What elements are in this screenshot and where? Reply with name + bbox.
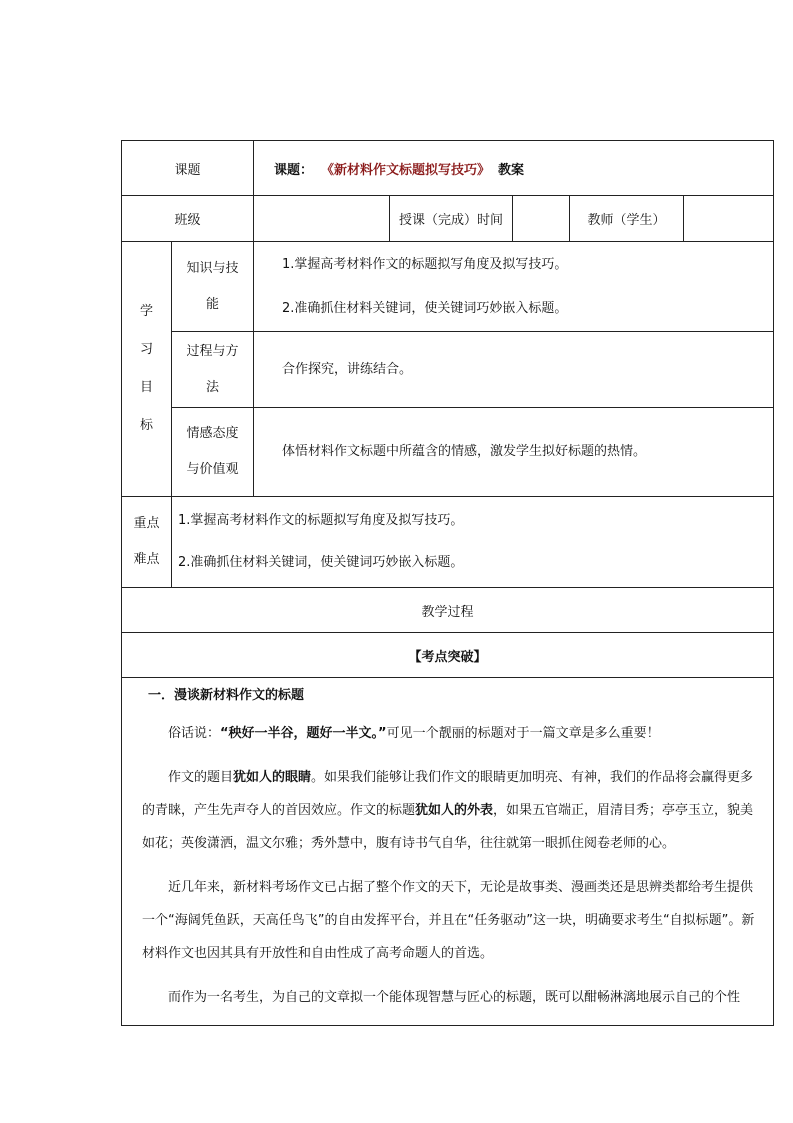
key-points-content bbox=[172, 497, 774, 588]
learning-goals-label bbox=[122, 242, 172, 497]
key-points-row bbox=[122, 497, 774, 588]
paragraph-2: 作文的题目犹如人的眼睛。如果我们能够让我们作文的眼睛更加明亮、有神，我们的作品将会赢得更多的青睐，产生先声夺人的首因效应。作文的标题犹如人的外表，如果五官端正，眉清目秀；亭亭玉立，貌美如花；英俊潇洒，温文尔雅；秀外慧中，腹有诗书气自华，往往就第一眼抓住阅卷老师的心。 bbox=[142, 770, 754, 851]
time-label: 授课（完成）时间 bbox=[390, 196, 513, 242]
knowledge-content bbox=[254, 242, 774, 332]
teacher-label: 教师（学生） bbox=[570, 196, 684, 242]
info-row bbox=[122, 196, 774, 242]
key-point-item: 1.掌握高考材料作文的标题拟写角度及拟写技巧。 bbox=[178, 513, 464, 528]
time-value bbox=[513, 196, 570, 242]
process-method-label: 过程与方 法 bbox=[172, 332, 254, 408]
goal-char: 习 bbox=[139, 342, 153, 357]
class-label: 班级 bbox=[122, 196, 254, 242]
lesson-title bbox=[254, 141, 774, 196]
title-row bbox=[122, 141, 774, 196]
topic-label: 课题 bbox=[122, 141, 254, 196]
goal-knowledge-row bbox=[122, 242, 774, 332]
class-value bbox=[254, 196, 390, 242]
breakthrough-heading: 【考点突破】 bbox=[122, 633, 774, 678]
goal-char: 标 bbox=[139, 418, 153, 433]
key-points-label: 重点 难点 bbox=[122, 497, 172, 588]
proverb-quote: “秧好一半谷，题好一半文。” bbox=[220, 726, 387, 741]
title-main: 《新材料作文标题拟写技巧》 bbox=[321, 162, 491, 178]
knowledge-item: 2.准确抓住材料关键词，使关键词巧妙嵌入标题。 bbox=[282, 300, 568, 316]
content-cell bbox=[122, 678, 774, 1026]
paragraph-1: 俗话说：“秧好一半谷，题好一半文。”可见一个靓丽的标题对于一篇文章是多么重要！ bbox=[168, 726, 660, 741]
title-suffix: 教案 bbox=[498, 162, 525, 178]
teaching-process-heading: 教学过程 bbox=[122, 588, 774, 633]
paragraph-3: 近几年来，新材料考场作文已占据了整个作文的天下，无论是故事类、漫画类还是思辨类都给考生提供一个“海阔凭鱼跃，天高任鸟飞”的自由发挥平台，并且在“任务驱动”这一块，明确要求考生“自拟标题”。新材料作文也因其具有开放性和自由性成了高考命题人的首选。 bbox=[142, 880, 755, 961]
goal-process-row bbox=[122, 332, 774, 408]
paragraph-4: 而作为一名考生，为自己的文章拟一个能体现智慧与匠心的标题，既可以酣畅淋漓地展示自己的个性 bbox=[168, 990, 741, 1005]
knowledge-label: 知识与技 能 bbox=[172, 242, 254, 332]
section-title: 一．漫谈新材料作文的标题 bbox=[148, 688, 305, 703]
goal-char: 目 bbox=[139, 380, 153, 395]
goal-emotion-row bbox=[122, 408, 774, 497]
lesson-plan-table bbox=[121, 140, 774, 1026]
emotion-label: 情感态度 与价值观 bbox=[172, 408, 254, 497]
title-prefix: 课题： bbox=[274, 162, 314, 178]
process-heading-row bbox=[122, 588, 774, 633]
emotion-content: 体悟材料作文标题中所蕴含的情感，激发学生拟好标题的热情。 bbox=[254, 408, 774, 497]
teacher-value bbox=[684, 196, 774, 242]
process-method-content: 合作探究，讲练结合。 bbox=[254, 332, 774, 408]
breakthrough-row bbox=[122, 633, 774, 678]
goal-char: 学 bbox=[139, 304, 153, 319]
content-row bbox=[122, 678, 774, 1026]
key-point-item: 2.准确抓住材料关键词，使关键词巧妙嵌入标题。 bbox=[178, 555, 464, 570]
knowledge-item: 1.掌握高考材料作文的标题拟写角度及拟写技巧。 bbox=[282, 256, 568, 272]
